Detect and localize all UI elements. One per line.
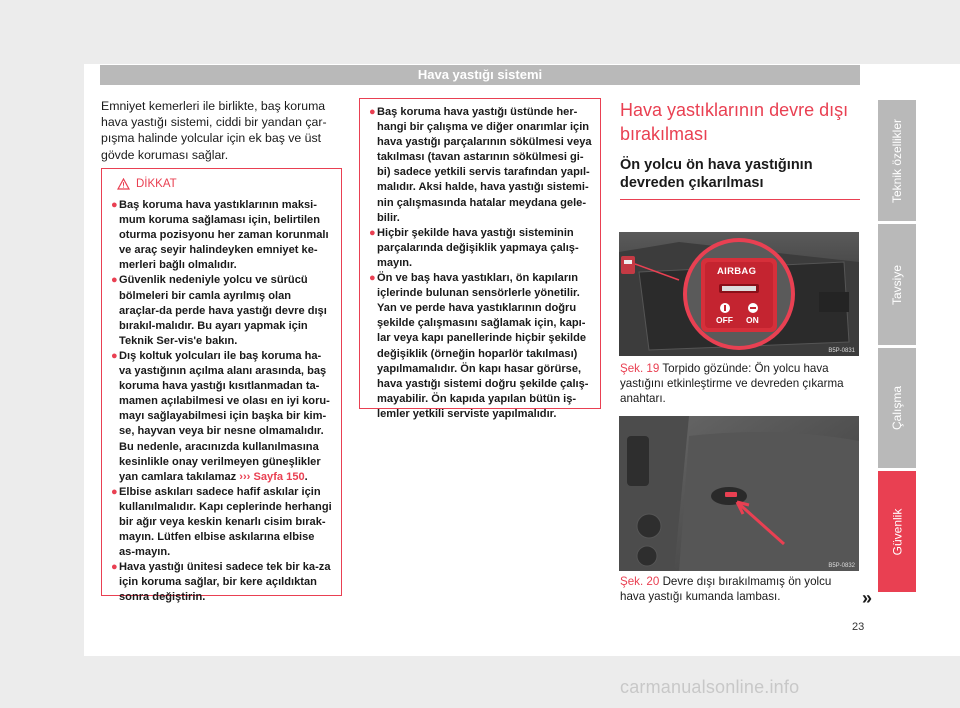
tab-tavsiye[interactable]: Tavsiye [878,224,916,345]
warning-item: ● Güvenlik nedeniyle yolcu ve sürücü bölmeleri bir camla ayrılmış olan araçlar-da perde hava yastığı devre dışı bırakıl-malıdır. Bu ayarı yapmak için Teknik Ser-vis'e bakın. [111,274,327,347]
warning-item: ● Ön ve baş hava yastıkları, ön kapıların içlerinde bulunan sensörlerle yönetilir. Yan ve perde hava yastıklarının doğru şekilde çalışmasını sağlamak için, kapı-lar veya kapı panellerinde hiçbir şekilde değişiklik (örneğin hoparlör takılması) yapılmamalıdır. Ön kapı hasar görürse, hava yastığı sistemi doğru şekilde çalış-mayabilir. Ön kapıda yapılan bütün iş-lemler yetkili serviste yapılmalıdır. [369,272,589,420]
warning-item: ● Baş koruma hava yastıklarının maksi-mum koruma sağlaması için, belirtilen oturma pozisyonu her zaman korunmalı ve araç seyir halindeyken emniyet ke-merleri bağlı olmalıdır. [111,199,329,272]
warning-list [111,198,333,606]
warning-item: ● Elbise askıları sadece hafif askılar için kullanılmalıdır. Kapı ceplerinde herhangi bir ağır veya keskin kenarlı cisim bırak-mayın. Lütfen elbise askılarına elbise as-mayın. [111,485,332,559]
section-subtitle: Ön yolcu ön hava yastığının devreden çıkarılması [620,156,860,200]
intro-paragraph: Emniyet kemerleri ile birlikte, baş koruma hava yastığı sistemi, ciddi bir yandan çar-pışma halinde yolcular için ek baş ve üst gövde koruması sağlar. [101,99,327,162]
warning-item: ● Hava yastığı ünitesi sadece tek bir ka-za için koruma sağlar, bir kere açıldıktan sonra değiştirin. [111,561,331,604]
figure-code: B5P-0832 [828,563,855,569]
page-header: Hava yastığı sistemi [100,65,860,85]
watermark-text: carmanualsonline.info [620,677,800,697]
warning-item: ● Hiçbir şekilde hava yastığı sisteminin parçalarında değişiklik yapmaya çalış-mayın. [369,226,579,269]
figure-airbag-lamp [619,416,859,571]
figure-number: Şek. 19 [620,362,660,375]
figure-caption: Şek. 19 Torpido gözünde: Ön yolcu hava yastığını etkinleştirme ve devreden çıkarma anahtarı. [620,362,844,405]
airbag-lamp-illustration [619,416,859,571]
warning-item: ● Dış koltuk yolcuları ile baş koruma ha-va yastığının açılma alanı arasında, baş koruma hava yastığı kısıtlanmadan ta-mamen açılabilmesi ve olası en iyi koru-mayı sağlayabilmesi için başka bir kim-se, hayvan veya bir nesne olmamalıdır. Bu nedenle, aracınızda kullanılmasına kesinlikle onay verilmeyen güneşlikler yan camlara takılamaz ››› Sayfa 150. [111,349,330,483]
tab-teknik-ozellikler[interactable]: Teknik özellikler [878,100,916,221]
bullet-icon: ● [111,349,118,362]
figure-code: B5P-0831 [828,348,855,354]
warning-header [117,174,333,194]
bullet-icon: ● [369,272,376,285]
page-reference-link[interactable]: ››› Sayfa 150 [239,470,305,483]
warning-item: ● Baş koruma hava yastığı üstünde her-hangi bir çalışma ve diğer onarımlar için hava yastığı parçalarının sökülmesi veya takılması (tavan astarının sökülmesi gi-bi) sadece yetkili servis tarafından yapıl-malıdır. Aksi halde, hava yastığı sistemi-nin çalışmasında hatalar meydana gele-bilir. [369,106,592,224]
warning-label: DİKKAT [136,178,177,190]
continue-chevron-icon: » [862,588,873,608]
figure-caption: Şek. 20 Devre dışı bırakılmamış ön yolcu hava yastığı kumanda lambası. [620,575,832,603]
warning-triangle-icon [117,178,130,190]
intro-column [101,98,341,163]
airbag-switch-illustration [619,232,859,356]
bullet-icon: ● [369,226,376,239]
warning-list [369,105,592,422]
bullet-icon: ● [111,274,118,287]
warning-box [101,168,342,604]
airbag-on-label: ON [746,315,759,325]
figure-number: Şek. 20 [620,575,660,588]
bullet-icon: ● [369,106,376,118]
airbag-switch-label: AIRBAG [717,266,757,277]
bullet-icon: ● [111,561,118,574]
figure-airbag-switch [619,232,859,356]
page-number: 23 [852,621,865,633]
section-title: Hava yastıklarının devre dışı bırakılması [620,100,849,144]
tab-calisma[interactable]: Çalışma [878,348,916,468]
warning-box-continued [359,98,601,420]
section-column [620,98,860,200]
tab-guvenlik[interactable]: Güvenlik [878,471,916,592]
bullet-icon: ● [111,199,118,211]
airbag-off-label: OFF [716,315,733,325]
bullet-icon: ● [111,485,118,498]
